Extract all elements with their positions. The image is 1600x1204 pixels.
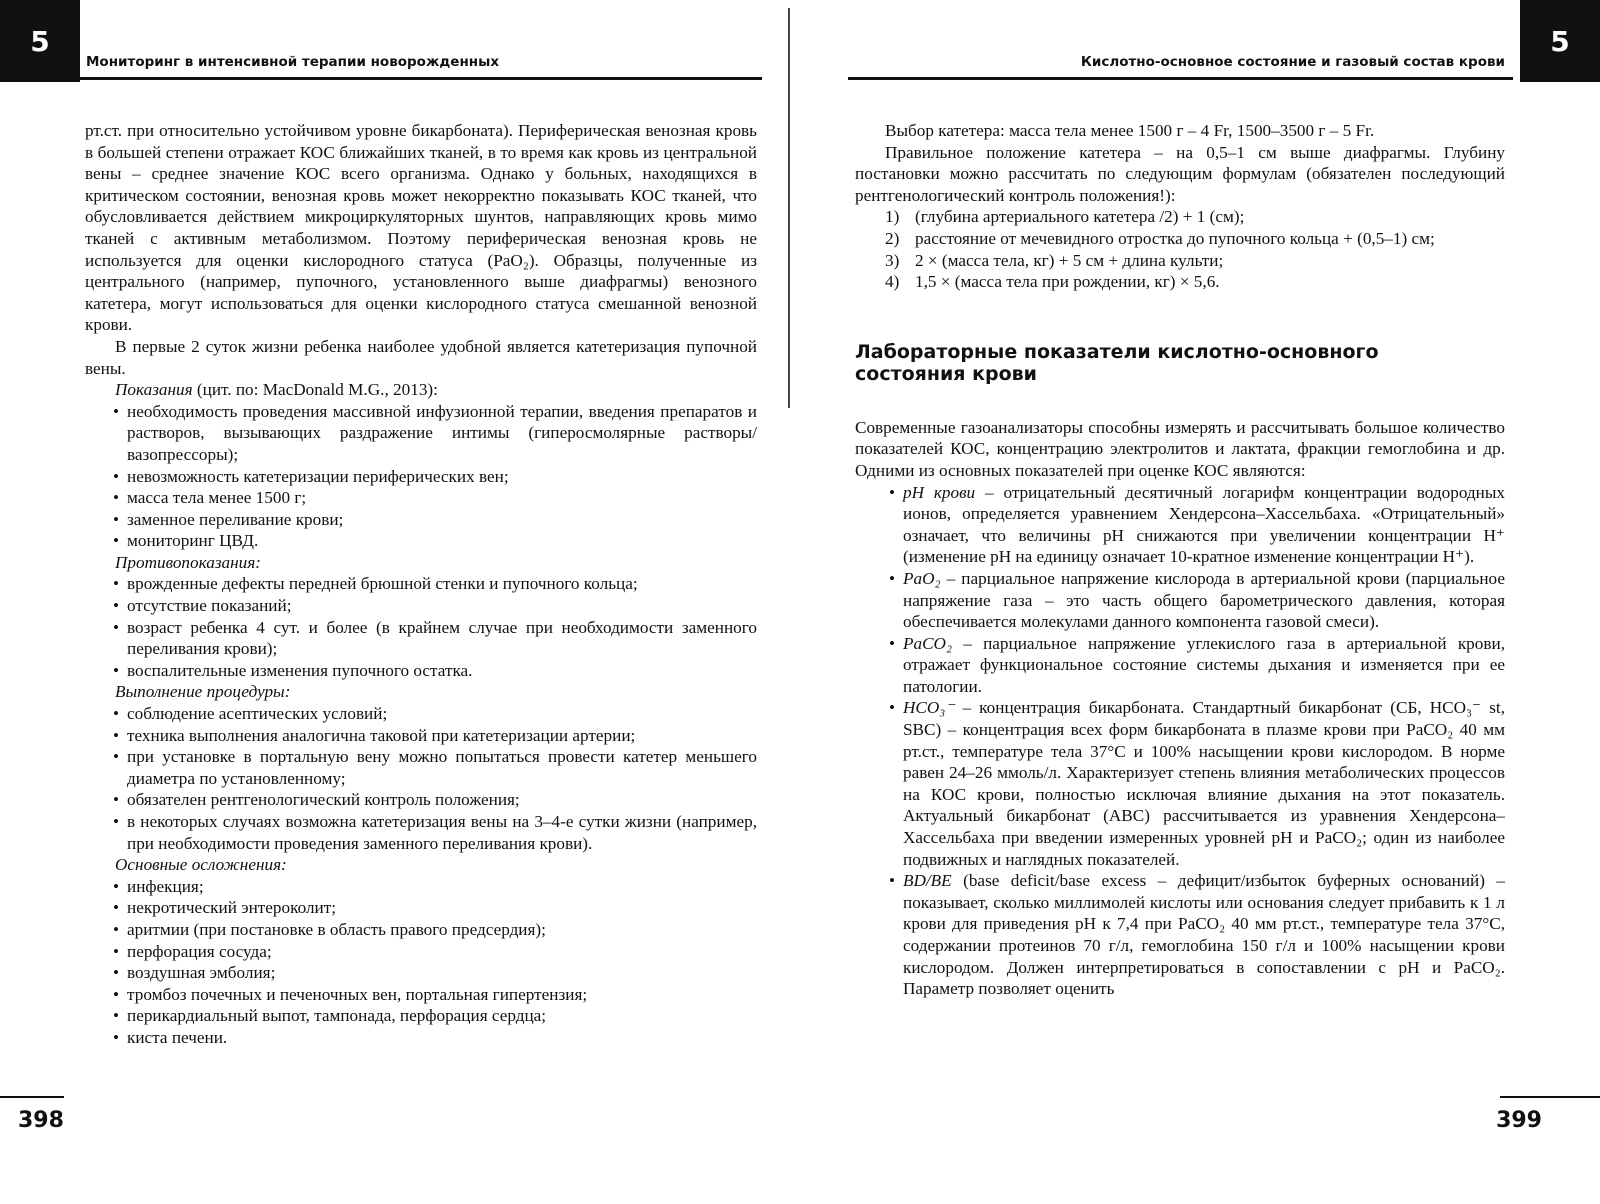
right-page	[800, 0, 1600, 1204]
procedure-list	[109, 703, 757, 854]
indications-list	[109, 401, 757, 552]
paragraph: Выбор катетера: масса тела менее 1500 г – 4 Fr, 1500–3500 г – 5 Fr.	[885, 121, 1375, 140]
running-head: Кислотно-основное состояние и газовый состав крови	[1080, 54, 1505, 70]
chapter-number: 5	[1550, 24, 1570, 58]
list-item: • HCO₃⁻ – концентрация бикарбоната. Стандартный бикарбонат (СБ, HCO₃⁻ st, SBC) – концентрация всех форм бикарбоната в плазме крови при PaCO₂ 40 мм рт.ст., температуре тела 37°C и 100% насыщении крови кислородом. В норме равен 24–26 ммоль/л. Характеризует степень влияния метаболических процессов на КОС крови, полностью исключая влияние дыхания на этот показатель. Актуальный бикарбонат (АВС) рассчитывается из уравнения Хендерсона–Хассельбаха при введении измеренных уровней pH и PaCO₂; один из наиболее подвижных и наглядных показателей.	[885, 697, 1505, 870]
complications-list	[109, 876, 757, 1049]
list-item: • заменное переливание крови;	[109, 509, 757, 531]
indicators-list	[885, 482, 1505, 1000]
list-item: • перфорация сосуда;	[109, 941, 757, 963]
list-item: • масса тела менее 1500 г;	[109, 487, 757, 509]
formula-list	[885, 206, 1505, 292]
list-item: • BD/BE (base deficit/base excess – дефицит/избыток буферных оснований) – показывает, сколько миллимолей кислоты или основания следует прибавить к 1 л крови для приведения pH к 7,4 при PaCO₂ 40 мм рт.ст., температуре тела 37°C, содержании протеинов 70 г/л, гемоглобина 150 г/л и 100% насыщении крови кислородом. Должен интерпретироваться в сопоставлении с pH и PaCO₂. Параметр позволяет оценить	[885, 870, 1505, 1000]
list-item: • при установке в портальную вену можно попытаться провести катетер меньшего диаметра по установленному;	[109, 746, 757, 789]
page-number: 398	[18, 1108, 64, 1133]
list-item: • тромбоз почечных и печеночных вен, портальная гипертензия;	[109, 984, 757, 1006]
paragraph: Правильное положение катетера – на 0,5–1 см выше диафрагмы. Глубину постановки можно рассчитать по следующим формулам (обязателен последующий рентгенологический контроль положения!):	[855, 142, 1505, 205]
list-item: • воспалительные изменения пупочного остатка.	[109, 660, 757, 682]
indications-heading: Показания (цит. по: MacDonald M.G., 2013):	[115, 380, 438, 400]
list-item: • возраст ребенка 4 сут. и более (в крайнем случае при необходимости заменного переливания крови);	[109, 617, 757, 660]
list-item: • воздушная эмболия;	[109, 962, 757, 984]
paragraph: Современные газоанализаторы способны измерять и рассчитывать большое количество показателей КОС, концентрацию электролитов и лактата, фракции гемоглобина и др. Одними из основных показателей при оценке КОС являются:	[855, 417, 1505, 480]
footer-rule	[1500, 1096, 1600, 1098]
complications-heading: Основные осложнения:	[115, 855, 287, 875]
left-body-text	[85, 120, 757, 1049]
list-item: 1) (глубина артериального катетера /2) + 1 (см);	[885, 207, 1245, 227]
header-rule	[80, 77, 762, 80]
list-item: 2) расстояние от мечевидного отростка до пупочного кольца + (0,5–1) см;	[885, 228, 1435, 248]
list-item: 3) 2 × (масса тела, кг) + 5 см + длина культи;	[885, 250, 1224, 270]
footer-rule	[0, 1096, 64, 1098]
list-item: • врожденные дефекты передней брюшной стенки и пупочного кольца;	[109, 573, 757, 595]
paragraph: В первые 2 суток жизни ребенка наиболее удобной является катетеризация пупочной вены.	[85, 336, 757, 378]
page-number: 399	[1496, 1108, 1542, 1133]
chapter-tab	[1520, 0, 1600, 82]
list-item: • мониторинг ЦВД.	[109, 530, 757, 552]
list-item: • pH крови – отрицательный десятичный логарифм концентрации водородных ионов, определяется уравнением Хендерсона–Хассельбаха. «Отрицательный» означает, что величины pH снижаются при увеличении концентрации H⁺ (изменение pH на единицу означает 10-кратное изменение концентрации H⁺).	[885, 482, 1505, 568]
chapter-tab	[0, 0, 80, 82]
list-item: • PaO₂ – парциальное напряжение кислорода в артериальной крови (парциальное напряжение газа – это часть общего барометрического давления, которая обеспечивается молекулами данного компонента газовой смеси).	[885, 568, 1505, 633]
list-item: • в некоторых случаях возможна катетеризация вены на 3–4-е сутки жизни (например, при необходимости проведения заменного переливания крови).	[109, 811, 757, 854]
header-rule	[848, 77, 1513, 80]
list-item: • киста печени.	[109, 1027, 757, 1049]
list-item: • отсутствие показаний;	[109, 595, 757, 617]
list-item: • необходимость проведения массивной инфузионной терапии, введения препаратов и растворов, вызывающих раздражение интимы (гиперосмолярные растворы/вазопрессоры);	[109, 401, 757, 466]
chapter-number: 5	[30, 24, 50, 58]
list-item: • некротический энтероколит;	[109, 897, 757, 919]
list-item: • аритмии (при постановке в область правого предсердия);	[109, 919, 757, 941]
list-item: • техника выполнения аналогична таковой при катетеризации артерии;	[109, 725, 757, 747]
list-item: • невозможность катетеризации периферических вен;	[109, 466, 757, 488]
running-head: Мониторинг в интенсивной терапии новорожденных	[86, 54, 500, 70]
gutter-line	[788, 8, 790, 408]
list-item: 4) 1,5 × (масса тела при рождении, кг) × 5,6.	[885, 272, 1220, 292]
list-item: • перикардиальный выпот, тампонада, перфорация сердца;	[109, 1005, 757, 1027]
paragraph: рт.ст. при относительно устойчивом уровне бикарбоната). Периферическая венозная кровь в большей степени отражает КОС ближайших тканей, в то время как кровь из центральной вены – среднее значение КОС всего организма. Однако у больных, находящихся в критическом состоянии, венозная кровь может некорректно показывать КОС тканей, что обусловливается действием микроциркуляторных шунтов, направляющих кровь мимо тканей с активным метаболизмом. Поэтому периферическая венозная кровь не используется для оценки кислородного статуса (PaO₂). Образцы, полученные из центрального (например, пупочного, установленного выше диафрагмы) венозного катетера, могут использоваться для оценки кислородного статуса смешанной венозной крови.	[85, 121, 757, 335]
right-body-text	[855, 120, 1505, 1000]
left-page	[0, 0, 790, 1204]
procedure-heading: Выполнение процедуры:	[115, 682, 291, 702]
contraindications-heading: Противопоказания:	[115, 552, 261, 572]
list-item: • обязателен рентгенологический контроль положения;	[109, 789, 757, 811]
list-item: • PaCO₂ – парциальное напряжение углекислого газа в артериальной крови, отражает функциональное состояние системы дыхания и изменяется при ее патологии.	[885, 633, 1505, 698]
contraindications-list	[109, 573, 757, 681]
section-heading: Лабораторные показатели кислотно-основного состояния крови	[855, 340, 1379, 385]
list-item: • соблюдение асептических условий;	[109, 703, 757, 725]
list-item: • инфекция;	[109, 876, 757, 898]
